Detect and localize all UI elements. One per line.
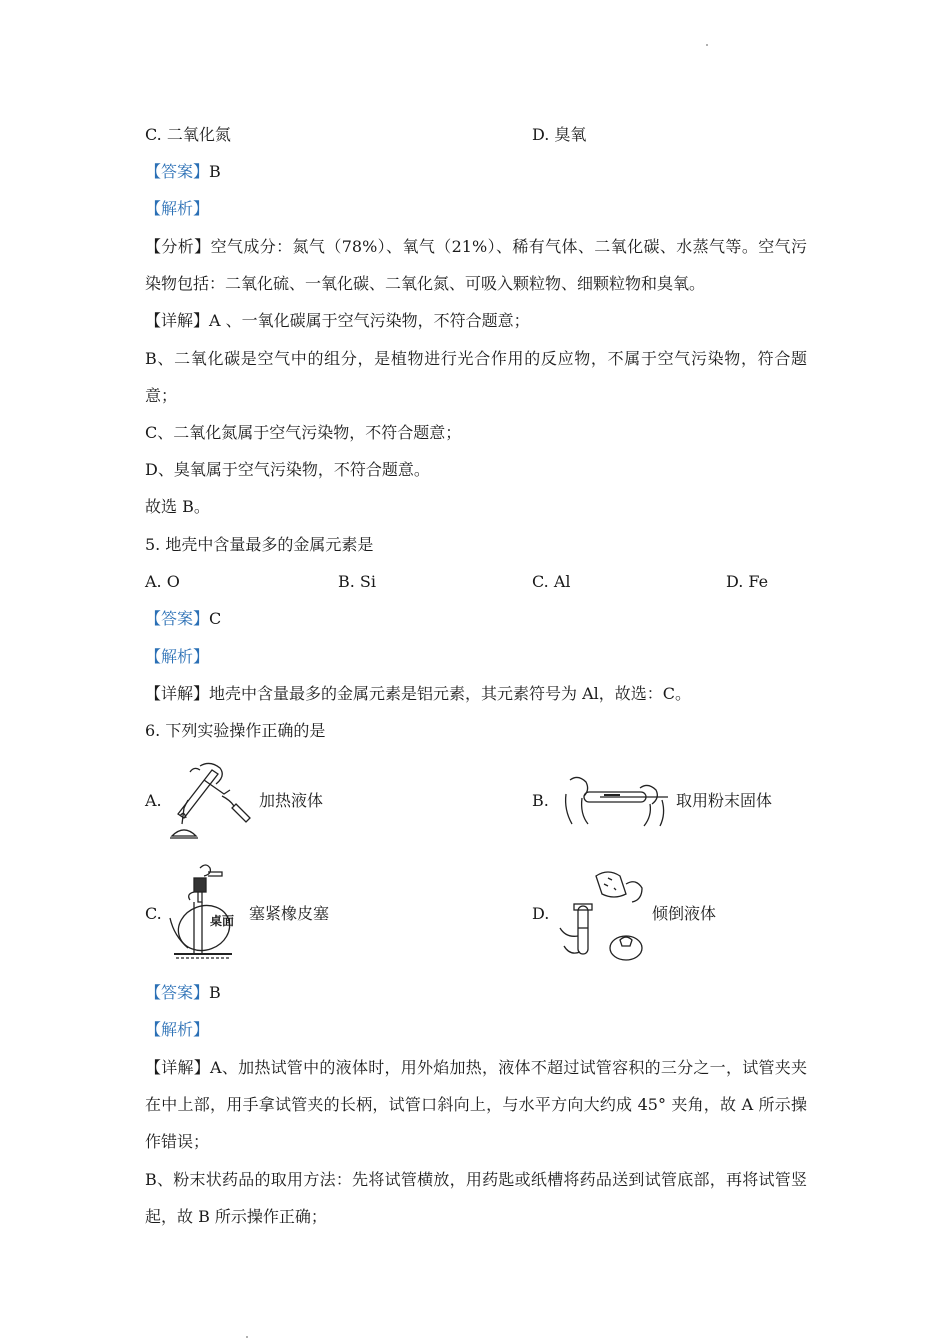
detail-a-text: A 、一氧化碳属于空气污染物，不符合题意； [209, 311, 530, 330]
q6-option-a-letter: A. [145, 791, 162, 810]
q6-detail-a [145, 1049, 807, 1160]
q6-answer [145, 982, 221, 1004]
q5-question: 5. 地壳中含量最多的金属元素是 [145, 535, 374, 554]
q6-option-a-label: 加热液体 [259, 791, 324, 810]
q4-detail-b: B、二氧化碳是空气中的组分，是植物进行光合作用的反应物，不属于空气污染物，符合题意； [145, 349, 807, 405]
q4-fenxi [145, 228, 807, 302]
powder-solid-figure [560, 770, 672, 828]
q5-option-a: A. O [145, 572, 180, 591]
q6-option-b-letter: B. [532, 791, 549, 810]
q6-option-d-label: 倾倒液体 [652, 904, 717, 923]
detail-a-text: A、加热试管中的液体时，用外焰加热，液体不超过试管容积的三分之一，试管夹夹在中上部，用手拿试管夹的长柄，试管口斜向上，与水平方向大约成 45° 夹角，故 A 所示操作错误； [145, 1058, 807, 1151]
q4-analysis-tag: 【解析】 [145, 199, 210, 218]
footer-dot [246, 1336, 248, 1338]
fenxi-text: 空气成分：氮气（78%）、氧气（21%）、稀有气体、二氧化碳、水蒸气等。空气污染物包括：二氧化硫、一氧化碳、二氧化氮、可吸入颗粒物、细颗粒物和臭氧。 [145, 237, 807, 293]
q5-option-b: B. Si [338, 572, 377, 591]
answer-value: B [209, 162, 221, 181]
q4-detail-d: D、臭氧属于空气污染物，不符合题意。 [145, 460, 430, 479]
q5-option-d: D. Fe [726, 572, 769, 591]
heating-liquid-figure [164, 760, 256, 844]
q4-answer [145, 161, 221, 183]
answer-value: C [209, 609, 222, 628]
q6-option-c-letter: C. [145, 904, 162, 923]
answer-tag: 【答案】 [145, 609, 210, 628]
answer-value: B [209, 983, 221, 1002]
q5-analysis-tag: 【解析】 [145, 647, 210, 666]
q6-option-c-label: 塞紧橡皮塞 [249, 904, 330, 923]
detail-text: 地壳中含量最多的金属元素是铝元素，其元素符号为 Al，故选：C。 [209, 684, 692, 703]
q4-option-d: D. 臭氧 [532, 125, 587, 144]
q4-option-c: C. 二氧化氮 [145, 125, 231, 144]
q5-detail [145, 683, 691, 705]
q6-option-d-letter: D. [532, 904, 550, 923]
q4-detail-c: C、二氧化氮属于空气污染物，不符合题意； [145, 423, 462, 442]
detail-tag: 【详解】 [145, 311, 210, 330]
detail-tag: 【详解】 [145, 684, 210, 703]
header-dot [706, 44, 708, 46]
answer-tag: 【答案】 [145, 983, 210, 1002]
detail-tag: 【详解】 [145, 1058, 211, 1077]
pouring-liquid-figure [556, 866, 648, 962]
q5-option-c: C. Al [532, 572, 571, 591]
q6-question: 6. 下列实验操作正确的是 [145, 721, 326, 740]
q6-option-b-label: 取用粉末固体 [676, 791, 773, 810]
q6-detail-b: B、粉末状药品的取用方法：先将试管横放，用药匙或纸槽将药品送到试管底部，再将试管竖起，故 B 所示操作正确； [145, 1170, 807, 1226]
answer-tag: 【答案】 [145, 162, 210, 181]
q5-answer [145, 608, 221, 630]
fenxi-tag: 【分析】 [145, 237, 211, 256]
q4-conclusion: 故选 B。 [145, 497, 210, 516]
q4-detail-a [145, 310, 530, 332]
desk-label: 桌面 [210, 914, 235, 928]
q6-analysis-tag: 【解析】 [145, 1020, 210, 1039]
